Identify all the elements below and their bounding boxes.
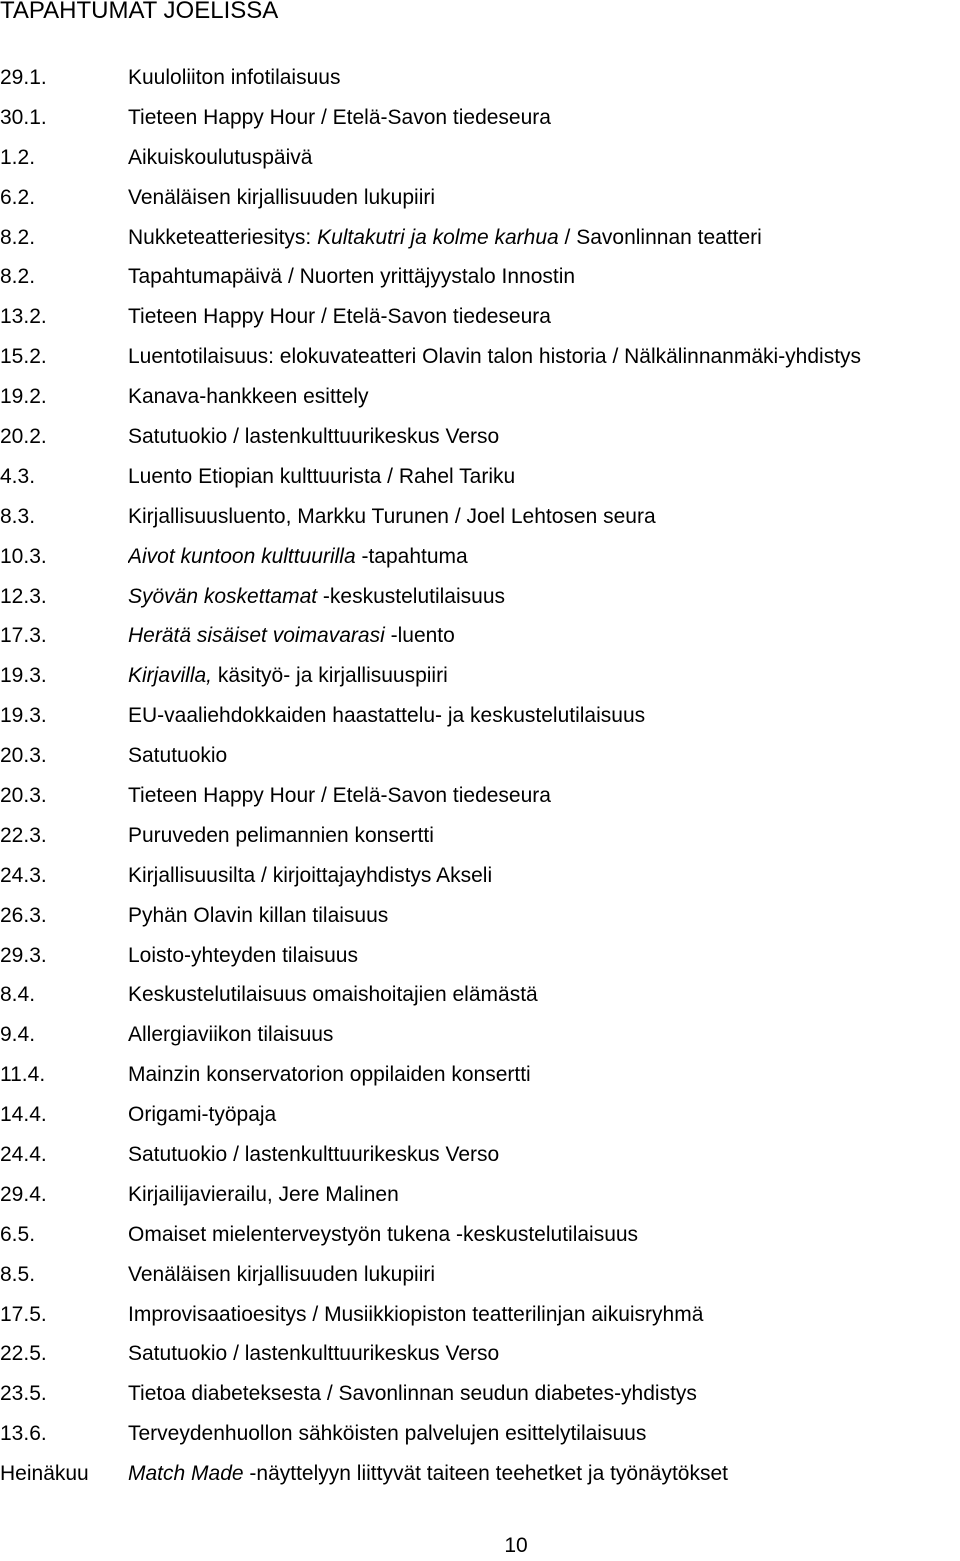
event-title xyxy=(128,784,960,808)
event-title-italic-part: Match Made xyxy=(128,1462,244,1486)
event-title-part: Improvisaatioesitys / Musiikkiopiston teatterilinjan aikuisryhmä xyxy=(128,1302,704,1326)
event-date: 8.4. xyxy=(0,983,36,1007)
event-title-part: Kirjallisuusluento, Markku Turunen / Joel Lehtosen seura xyxy=(128,504,656,528)
event-row xyxy=(0,1095,960,1135)
event-title-part: Allergiaviikon tilaisuus xyxy=(128,1023,334,1047)
event-date: 13.6. xyxy=(0,1422,47,1446)
event-row xyxy=(0,776,960,816)
event-title xyxy=(128,1023,960,1047)
event-title xyxy=(128,983,960,1007)
event-title xyxy=(128,265,960,289)
event-date: 14.4. xyxy=(0,1103,47,1127)
event-date: 19.3. xyxy=(0,704,47,728)
page-title: TAPAHTUMAT JOELISSA xyxy=(0,0,279,24)
event-date: 17.3. xyxy=(0,624,47,648)
event-title-part: Pyhän Olavin killan tilaisuus xyxy=(128,903,389,927)
event-title-part: Kuuloliiton infotilaisuus xyxy=(128,65,341,89)
event-date: 6.2. xyxy=(0,185,36,209)
event-row xyxy=(0,457,960,497)
event-date: 15.2. xyxy=(0,345,47,369)
event-date: 20.3. xyxy=(0,783,47,807)
event-date: 8.5. xyxy=(0,1262,36,1286)
event-title-part: Luento Etiopian kulttuurista / Rahel Tariku xyxy=(128,464,516,488)
event-date: 20.2. xyxy=(0,424,47,448)
event-title xyxy=(128,305,960,329)
event-title xyxy=(128,226,960,250)
event-row xyxy=(0,178,960,218)
event-title xyxy=(128,1263,960,1287)
event-title-part: Aikuiskoulutuspäivä xyxy=(128,145,313,169)
event-title-part: -luento xyxy=(384,624,455,648)
event-date: 19.2. xyxy=(0,385,47,409)
event-title xyxy=(128,1143,960,1167)
event-row xyxy=(0,1374,960,1414)
event-title xyxy=(128,585,960,609)
event-title-part: Tieteen Happy Hour / Etelä-Savon tiedeseura xyxy=(128,305,551,329)
event-row xyxy=(0,337,960,377)
event-title xyxy=(128,1342,960,1366)
event-title-part: Venäläisen kirjallisuuden lukupiiri xyxy=(128,185,436,209)
event-title xyxy=(128,824,960,848)
event-date: 26.3. xyxy=(0,903,47,927)
event-title xyxy=(128,744,960,768)
event-title-part: / Savonlinnan teatteri xyxy=(558,225,762,249)
event-title xyxy=(128,1063,960,1087)
event-title-part: Mainzin konservatorion oppilaiden konsertti xyxy=(128,1063,531,1087)
event-title xyxy=(128,1422,960,1446)
event-title xyxy=(128,624,960,648)
event-title-part: Satutuokio / lastenkulttuurikeskus Verso xyxy=(128,424,500,448)
event-list xyxy=(0,58,960,1494)
event-title xyxy=(128,1462,960,1486)
event-title xyxy=(128,664,960,688)
event-row xyxy=(0,577,960,617)
event-date: 17.5. xyxy=(0,1302,47,1326)
event-title-part: Satutuokio / lastenkulttuurikeskus Verso xyxy=(128,1142,500,1166)
event-title-part: Tietoa diabeteksesta / Savonlinnan seudun diabetes-yhdistys xyxy=(128,1382,697,1406)
event-date: 13.2. xyxy=(0,305,47,329)
event-date: 10.3. xyxy=(0,544,47,568)
event-title xyxy=(128,465,960,489)
event-date: 29.4. xyxy=(0,1182,47,1206)
event-title xyxy=(128,505,960,529)
event-date: 20.3. xyxy=(0,744,47,768)
event-row xyxy=(0,696,960,736)
event-row xyxy=(0,1335,960,1375)
event-row xyxy=(0,1215,960,1255)
event-title xyxy=(128,345,960,369)
event-title-part: Terveydenhuollon sähköisten palvelujen esittelytilaisuus xyxy=(128,1422,647,1446)
event-title-part: Kanava-hankkeen esittely xyxy=(128,385,369,409)
event-title-part: Kirjallisuusilta / kirjoittajayhdistys Akseli xyxy=(128,863,493,887)
event-title xyxy=(128,186,960,210)
event-title-part: -näyttelyyn liittyvät taiteen teehetket ja työnäytökset xyxy=(243,1462,728,1486)
event-title-italic-part: Kultakutri ja kolme karhua xyxy=(317,225,559,249)
event-title xyxy=(128,904,960,928)
event-title xyxy=(128,1382,960,1406)
event-date: 24.3. xyxy=(0,863,47,887)
event-title-italic-part: Kirjavilla, xyxy=(128,664,213,688)
event-title-part: Luentotilaisuus: elokuvateatteri Olavin talon historia / Nälkälinnanmäki-yhdistys xyxy=(128,345,862,369)
event-date: 24.4. xyxy=(0,1142,47,1166)
event-date: 29.1. xyxy=(0,65,47,89)
event-row xyxy=(0,98,960,138)
event-date: 29.3. xyxy=(0,943,47,967)
event-title xyxy=(128,944,960,968)
event-date: 12.3. xyxy=(0,584,47,608)
event-title-part: Venäläisen kirjallisuuden lukupiiri xyxy=(128,1262,436,1286)
event-title xyxy=(128,1103,960,1127)
event-date: 8.2. xyxy=(0,265,36,289)
event-title xyxy=(128,1183,960,1207)
event-title-part: Omaiset mielenterveystyön tukena -keskustelutilaisuus xyxy=(128,1222,639,1246)
event-row xyxy=(0,936,960,976)
event-title-part: Satutuokio xyxy=(128,744,228,768)
event-row xyxy=(0,1135,960,1175)
event-date: 11.4. xyxy=(0,1063,46,1087)
event-date: 9.4. xyxy=(0,1023,36,1047)
event-title-italic-part: Herätä sisäiset voimavarasi xyxy=(128,624,385,648)
event-title-part: -keskustelutilaisuus xyxy=(317,584,506,608)
event-title xyxy=(128,864,960,888)
event-date: 6.5. xyxy=(0,1222,36,1246)
event-title xyxy=(128,66,960,90)
event-title-part: Tapahtumapäivä / Nuorten yrittäjyystalo Innostin xyxy=(128,265,576,289)
event-row xyxy=(0,975,960,1015)
event-title-part: Tieteen Happy Hour / Etelä-Savon tiedeseura xyxy=(128,783,551,807)
event-row xyxy=(0,218,960,258)
event-title-italic-part: Syövän koskettamat xyxy=(128,584,318,608)
event-row xyxy=(0,816,960,856)
event-row xyxy=(0,1414,960,1454)
event-row xyxy=(0,138,960,178)
event-row xyxy=(0,1255,960,1295)
event-title-part: Keskustelutilaisuus omaishoitajien elämästä xyxy=(128,983,538,1007)
event-title-part: Origami-työpaja xyxy=(128,1103,277,1127)
event-date: Heinäkuu xyxy=(0,1462,89,1486)
event-row xyxy=(0,377,960,417)
event-title-part: Kirjailijavierailu, Jere Malinen xyxy=(128,1182,399,1206)
event-row xyxy=(0,856,960,896)
page-number: 10 xyxy=(504,1534,528,1557)
event-title-part: Nukketeatteriesitys: xyxy=(128,225,318,249)
event-title-italic-part: Aivot kuntoon kulttuurilla xyxy=(128,544,356,568)
event-title xyxy=(128,425,960,449)
event-title-part: Loisto-yhteyden tilaisuus xyxy=(128,943,358,967)
event-row xyxy=(0,417,960,457)
event-row xyxy=(0,297,960,337)
event-title xyxy=(128,704,960,728)
event-title xyxy=(128,1303,960,1327)
event-title-part: käsityö- ja kirjallisuuspiiri xyxy=(212,664,448,688)
event-row xyxy=(0,1454,960,1494)
event-row xyxy=(0,1295,960,1335)
event-date: 8.3. xyxy=(0,504,36,528)
event-date: 19.3. xyxy=(0,664,47,688)
event-row xyxy=(0,497,960,537)
event-title xyxy=(128,106,960,130)
event-date: 30.1. xyxy=(0,105,47,129)
event-row xyxy=(0,896,960,936)
event-row xyxy=(0,537,960,577)
event-date: 1.2. xyxy=(0,145,36,169)
event-title-part: -tapahtuma xyxy=(355,544,468,568)
event-date: 23.5. xyxy=(0,1382,47,1406)
event-title xyxy=(128,385,960,409)
event-date: 8.2. xyxy=(0,225,36,249)
event-title xyxy=(128,146,960,170)
event-title xyxy=(128,545,960,569)
event-title-part: Puruveden pelimannien konsertti xyxy=(128,823,434,847)
event-title-part: Tieteen Happy Hour / Etelä-Savon tiedeseura xyxy=(128,105,551,129)
event-title-part: Satutuokio / lastenkulttuurikeskus Verso xyxy=(128,1342,500,1366)
event-row xyxy=(0,1015,960,1055)
event-row xyxy=(0,656,960,696)
event-row xyxy=(0,1175,960,1215)
event-date: 4.3. xyxy=(0,464,36,488)
event-row xyxy=(0,58,960,98)
event-row xyxy=(0,736,960,776)
event-row xyxy=(0,616,960,656)
event-title-part: EU-vaaliehdokkaiden haastattelu- ja keskustelutilaisuus xyxy=(128,704,646,728)
event-date: 22.5. xyxy=(0,1342,47,1366)
event-row xyxy=(0,1055,960,1095)
event-date: 22.3. xyxy=(0,823,47,847)
event-row xyxy=(0,257,960,297)
event-title xyxy=(128,1223,960,1247)
